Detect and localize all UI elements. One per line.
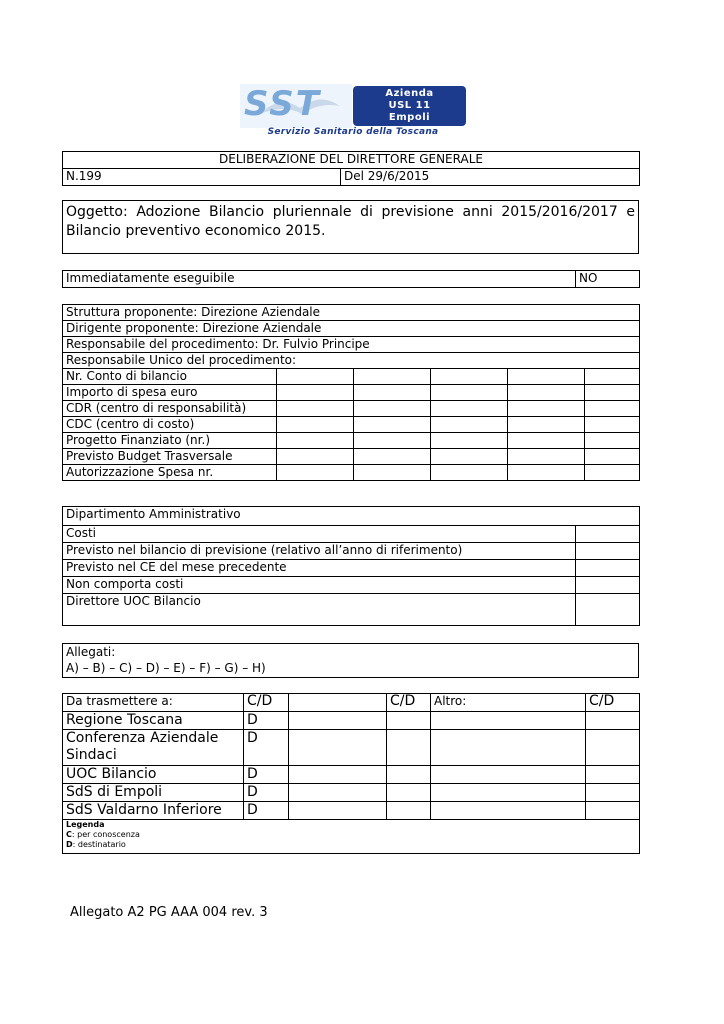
grid-cell <box>354 401 431 417</box>
grid-row-label: Nr. Conto di bilancio <box>63 369 277 385</box>
grid-cell <box>277 449 354 465</box>
logo-azienda <box>353 86 466 126</box>
grid-cell <box>585 433 640 449</box>
transmit-cell <box>387 712 431 730</box>
transmit-cell <box>431 730 586 766</box>
structure-row: Dirigente proponente: Direzione Aziendale <box>63 321 640 337</box>
structure-row: Responsabile del procedimento: Dr. Fulvio Principe <box>63 337 640 353</box>
deliberation-number: N.199 <box>63 169 341 186</box>
grid-cell <box>354 433 431 449</box>
grid-row-label: CDC (centro di costo) <box>63 417 277 433</box>
transmit-cell <box>387 730 431 766</box>
grid-cell <box>354 417 431 433</box>
transmit-header-cd: C/D <box>586 694 640 712</box>
department-row: Previsto nel CE del mese precedente <box>63 560 576 577</box>
grid-cell <box>508 401 585 417</box>
grid-cell <box>431 417 508 433</box>
department-title: Dipartimento Amministrativo <box>63 507 640 526</box>
recipient-name: Regione Toscana <box>63 712 244 730</box>
recipient-code: D <box>244 712 289 730</box>
transmit-cell <box>289 784 387 802</box>
logo-line-3: Empoli <box>388 112 431 123</box>
document-title: DELIBERAZIONE DEL DIRETTORE GENERALE <box>63 152 640 169</box>
recipient-name: SdS Valdarno Inferiore <box>63 802 244 820</box>
legend-d-key: D <box>66 840 73 849</box>
grid-cell <box>431 465 508 481</box>
grid-cell <box>431 449 508 465</box>
immediate-value: NO <box>576 271 640 288</box>
department-table <box>62 506 640 626</box>
legend-d-text: : destinatario <box>72 840 126 849</box>
transmit-cell <box>586 766 640 784</box>
legend-title: Legenda <box>66 820 105 829</box>
grid-cell <box>354 465 431 481</box>
transmit-header-cd: C/D <box>244 694 289 712</box>
grid-cell <box>585 369 640 385</box>
grid-cell <box>277 401 354 417</box>
recipient-code: D <box>244 766 289 784</box>
transmit-cell <box>289 802 387 820</box>
attachments-cell <box>63 644 639 678</box>
grid-cell <box>431 401 508 417</box>
grid-cell <box>277 369 354 385</box>
transmit-cell <box>431 766 586 784</box>
recipient-code: D <box>244 802 289 820</box>
legend-c-text: : per conoscenza <box>71 830 140 839</box>
grid-cell <box>277 385 354 401</box>
transmit-cell <box>387 784 431 802</box>
logo-caption: Servizio Sanitario della Toscana <box>267 127 439 137</box>
department-row: Non comporta costi <box>63 577 576 594</box>
logo-line-1: Azienda <box>385 88 434 99</box>
structure-row: Responsabile Unico del procedimento: <box>63 353 640 369</box>
grid-cell <box>431 433 508 449</box>
grid-cell <box>585 417 640 433</box>
transmit-header-label: Da trasmettere a: <box>63 694 244 712</box>
grid-cell <box>277 417 354 433</box>
subject-box <box>62 200 639 254</box>
deliberation-header <box>62 151 640 186</box>
grid-cell <box>585 401 640 417</box>
transmit-cell <box>431 802 586 820</box>
grid-cell <box>431 385 508 401</box>
recipient-name: Conferenza Aziendale Sindaci <box>63 730 244 766</box>
subject-text: Oggetto: Adozione Bilancio pluriennale di previsione anni 2015/2016/2017 e Bilancio preventivo economico 2015. <box>63 201 639 254</box>
department-row: Costi <box>63 526 576 543</box>
department-check-cell <box>576 526 640 543</box>
transmit-cell <box>431 784 586 802</box>
grid-cell <box>585 385 640 401</box>
logo-sst-mark <box>240 84 352 128</box>
department-row: Direttore UOC Bilancio <box>63 594 576 626</box>
logo-sst-text: SST <box>244 84 321 124</box>
transmit-header-other: Altro: <box>431 694 586 712</box>
grid-cell <box>508 465 585 481</box>
grid-cell <box>354 449 431 465</box>
legend <box>63 820 640 854</box>
immediate-box <box>62 270 640 288</box>
recipient-name: UOC Bilancio <box>63 766 244 784</box>
transmit-cell <box>289 712 387 730</box>
legend-c <box>66 830 636 840</box>
transmit-cell <box>586 802 640 820</box>
transmit-cell <box>289 730 387 766</box>
transmit-cell <box>387 766 431 784</box>
transmit-cell <box>431 712 586 730</box>
department-check-cell <box>576 543 640 560</box>
department-check-cell <box>576 577 640 594</box>
legend-d <box>66 840 636 850</box>
transmit-cell <box>586 730 640 766</box>
attachments-list: A) – B) – C) – D) – E) – F) – G) – H) <box>66 661 266 675</box>
grid-cell <box>354 385 431 401</box>
grid-cell <box>508 417 585 433</box>
department-row: Previsto nel bilancio di previsione (relativo all’anno di riferimento) <box>63 543 576 560</box>
legend-c-key: C <box>66 830 72 839</box>
transmit-table <box>62 693 640 854</box>
recipient-name: SdS di Empoli <box>63 784 244 802</box>
transmit-header-cd: C/D <box>387 694 431 712</box>
structure-table <box>62 304 640 481</box>
department-check-cell <box>576 594 640 626</box>
grid-row-label: CDR (centro di responsabilità) <box>63 401 277 417</box>
grid-cell <box>431 369 508 385</box>
grid-cell <box>508 385 585 401</box>
attachments-box <box>62 643 639 678</box>
recipient-code: D <box>244 730 289 766</box>
grid-cell <box>277 465 354 481</box>
logo <box>240 84 466 136</box>
footer-reference: Allegato A2 PG AAA 004 rev. 3 <box>70 905 268 920</box>
grid-row-label: Autorizzazione Spesa nr. <box>63 465 277 481</box>
transmit-cell <box>586 712 640 730</box>
department-check-cell <box>576 560 640 577</box>
grid-cell <box>277 433 354 449</box>
deliberation-date: Del 29/6/2015 <box>341 169 640 186</box>
grid-row-label: Importo di spesa euro <box>63 385 277 401</box>
attachments-label: Allegati: <box>66 645 116 659</box>
logo-line-2: USL 11 <box>388 100 431 111</box>
grid-row-label: Previsto Budget Trasversale <box>63 449 277 465</box>
grid-cell <box>354 369 431 385</box>
grid-row-label: Progetto Finanziato (nr.) <box>63 433 277 449</box>
recipient-code: D <box>244 784 289 802</box>
immediate-label: Immediatamente eseguibile <box>63 271 576 288</box>
structure-row: Struttura proponente: Direzione Aziendale <box>63 305 640 321</box>
transmit-cell <box>289 766 387 784</box>
grid-cell <box>508 449 585 465</box>
grid-cell <box>508 369 585 385</box>
grid-cell <box>585 449 640 465</box>
transmit-cell <box>387 802 431 820</box>
grid-cell <box>508 433 585 449</box>
transmit-cell <box>586 784 640 802</box>
grid-cell <box>585 465 640 481</box>
transmit-header-blank <box>289 694 387 712</box>
